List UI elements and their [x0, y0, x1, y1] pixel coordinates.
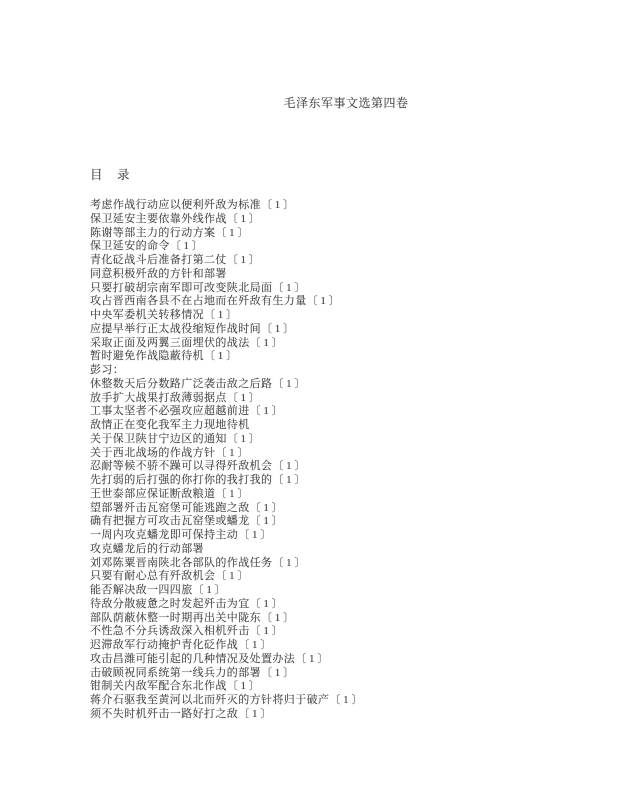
toc-entry-page-marker: 〔 1 〕 [272, 556, 306, 569]
toc-entry-label: 关于西北战场的作战方针 [90, 446, 216, 459]
toc-entry-label: 考虑作战行动应以便利歼敌为标准 [90, 199, 261, 211]
toc-entry-page-marker: 〔 1 〕 [295, 652, 329, 665]
toc-entry-label: 保卫延安主要依靠外线作战 [90, 212, 227, 225]
toc-entry [90, 405, 602, 419]
toc-entry-label: 彭习： [90, 364, 125, 376]
toc-entry-page-marker: 〔 1 〕 [261, 611, 294, 624]
toc-entry-page-marker: 〔 1 〕 [249, 405, 283, 418]
toc-entry [90, 680, 602, 694]
toc-entry-page-marker: 〔 1 〕 [169, 240, 203, 253]
toc-entry-label: 休整数天后分数路广泛袭击敌之后路 [90, 377, 273, 390]
toc-entry [90, 227, 602, 241]
toc-entry-page-marker: 〔 1 〕 [215, 570, 249, 583]
toc-entry-label: 迟滞敌军行动掩护青化砭作战 [90, 639, 239, 651]
toc-entry [90, 282, 602, 296]
toc-entry-page-marker: 〔 1 〕 [261, 322, 294, 335]
toc-list [90, 199, 602, 722]
toc-entry-label: 王世泰部应保证断敌粮道 [90, 487, 216, 500]
toc-entry-page-marker: 〔 1 〕 [226, 432, 260, 445]
toc-entry [90, 460, 602, 474]
toc-entry [90, 447, 602, 461]
toc-entry [90, 295, 602, 309]
toc-entry [90, 515, 602, 529]
toc-entry-label: 刘邓陈粟晋南陕北各部队的作战任务 [90, 556, 273, 569]
toc-recipient-heading [90, 364, 602, 378]
toc-entry [90, 598, 602, 612]
document-title: 毛泽东军事文选第四卷 [283, 96, 409, 110]
toc-entry-label: 部队荫蔽休整一时期再出关中陇东 [90, 611, 261, 624]
toc-entry-page-marker: 〔 1 〕 [261, 666, 294, 679]
toc-entry-page-marker: 〔 1 〕 [226, 212, 260, 225]
toc-entry-label: 同意积极歼敌的方针和部署 [90, 267, 227, 280]
toc-entry-label: 先打弱的后打强的你打你的我打我的 [90, 474, 273, 486]
toc-entry-label: 击破顾祝同系统第一线兵力的部署 [90, 666, 261, 679]
toc-entry-page-marker: 〔 1 〕 [249, 625, 283, 638]
toc-entry-label: 工事太坚者不必强攻应超越前进 [90, 405, 250, 418]
toc-entry [90, 694, 602, 708]
toc-entry-label: 应提早举行正太战役缩短作战时间 [90, 322, 261, 335]
toc-entry-page-marker: 〔 1 〕 [249, 501, 283, 514]
toc-entry-label: 只要有耐心总有歼敌机会 [90, 570, 216, 583]
toc-entry-page-marker: 〔 1 〕 [204, 350, 237, 363]
toc-entry-label: 须不失时机歼击一路好打之敌 [90, 707, 239, 720]
toc-entry-page-marker: 〔 1 〕 [272, 474, 306, 486]
toc-entry-page-marker: 〔 1 〕 [249, 336, 283, 349]
document-content [90, 0, 602, 722]
toc-entry-page-marker: 〔 1 〕 [238, 639, 272, 651]
toc-entry [90, 213, 602, 227]
toc-entry-page-marker: 〔 1 〕 [272, 460, 306, 473]
toc-entry [90, 323, 602, 337]
toc-entry [90, 309, 602, 323]
toc-entry-label: 攻击昌潍可能引起的几种情况及处置办法 [90, 652, 296, 665]
toc-entry [90, 419, 602, 433]
toc-entry-label: 望部署歼击瓦窑堡可能逃跑之敌 [90, 501, 250, 514]
toc-entry-page-marker: 〔 1 〕 [272, 281, 306, 294]
toc-entry [90, 667, 602, 681]
toc-entry-page-marker: 〔 1 〕 [204, 309, 237, 321]
toc-entry-label: 陈谢等部主力的行动方案 [90, 226, 216, 239]
toc-entry [90, 337, 602, 351]
toc-entry-label: 采取正面及两翼三面埋伏的战法 [90, 336, 250, 349]
toc-entry [90, 584, 602, 598]
toc-entry-label: 攻克蟠龙后的行动部署 [90, 542, 204, 555]
toc-entry [90, 488, 602, 502]
toc-entry [90, 350, 602, 364]
toc-entry-page-marker: 〔 1 〕 [226, 391, 260, 404]
toc-entry-page-marker: 〔 1 〕 [329, 694, 363, 706]
toc-entry-label: 确有把握方可攻击瓦窑堡或蟠龙 [90, 515, 250, 528]
toc-entry-label: 不性急不分兵诱敌深入相机歼击 [90, 625, 250, 638]
toc-entry-page-marker: 〔 1 〕 [238, 707, 272, 720]
toc-entry-page-marker: 〔 1 〕 [192, 584, 226, 596]
toc-entry-label: 保卫延安的命令 [90, 240, 170, 253]
toc-entry [90, 240, 602, 254]
toc-entry-label: 攻占晋西南各县不在占地而在歼敌有生力量 [90, 295, 307, 308]
toc-entry [90, 502, 602, 516]
toc-entry-label: 放手扩大战果打敌薄弱据点 [90, 391, 227, 404]
toc-entry [90, 570, 602, 584]
toc-entry-label: 蒋介石驱我至黄河以北而歼灭的方针将归于破产 [90, 694, 330, 706]
toc-entry [90, 612, 602, 626]
toc-entry [90, 557, 602, 571]
toc-entry [90, 268, 602, 282]
toc-entry [90, 474, 602, 488]
toc-entry [90, 625, 602, 639]
toc-entry-label: 能否解决敌一四四旅 [90, 584, 193, 596]
toc-entry-page-marker: 〔 1 〕 [261, 199, 294, 211]
toc-entry [90, 392, 602, 406]
toc-entry-label: 钳制关内敌军配合东北作战 [90, 680, 227, 693]
toc-entry-label: 青化砭战斗后准备打第二仗 [90, 254, 227, 266]
toc-entry [90, 543, 602, 557]
toc-entry-page-marker: 〔 1 〕 [238, 529, 272, 541]
toc-entry-label: 只要打破胡宗南军即可改变陕北局面 [90, 281, 273, 294]
toc-entry-label: 待敌分散疲惫之时发起歼击为宜 [90, 597, 250, 610]
toc-entry-page-marker: 〔 1 〕 [215, 487, 249, 500]
toc-entry-label: 关于保卫陕甘宁边区的通知 [90, 432, 227, 445]
toc-entry-page-marker: 〔 1 〕 [272, 377, 306, 390]
toc-heading: 目 录 [90, 168, 131, 182]
toc-entry-label: 中央军委机关转移情况 [90, 309, 204, 321]
toc-entry [90, 529, 602, 543]
toc-entry-page-marker: 〔 1 〕 [226, 254, 260, 266]
toc-entry-page-marker: 〔 1 〕 [215, 446, 249, 459]
toc-entry-label: 暂时避免作战隐蔽待机 [90, 350, 204, 363]
toc-entry-label: 敌情正在变化我军主力现地待机 [90, 419, 250, 431]
toc-entry [90, 433, 602, 447]
toc-entry [90, 254, 602, 268]
toc-entry [90, 639, 602, 653]
toc-entry-label: 一周内攻克蟠龙即可保持主动 [90, 529, 239, 541]
toc-entry-label: 忍耐等候不骄不躁可以寻得歼敌机会 [90, 460, 273, 473]
toc-entry [90, 708, 602, 722]
toc-entry [90, 378, 602, 392]
toc-entry-page-marker: 〔 1 〕 [226, 680, 260, 693]
toc-entry-page-marker: 〔 1 〕 [249, 515, 283, 528]
toc-entry-page-marker: 〔 1 〕 [215, 226, 249, 239]
toc-entry-page-marker: 〔 1 〕 [249, 597, 283, 610]
toc-entry [90, 199, 602, 213]
toc-entry-page-marker: 〔 1 〕 [306, 295, 340, 308]
toc-entry [90, 653, 602, 667]
